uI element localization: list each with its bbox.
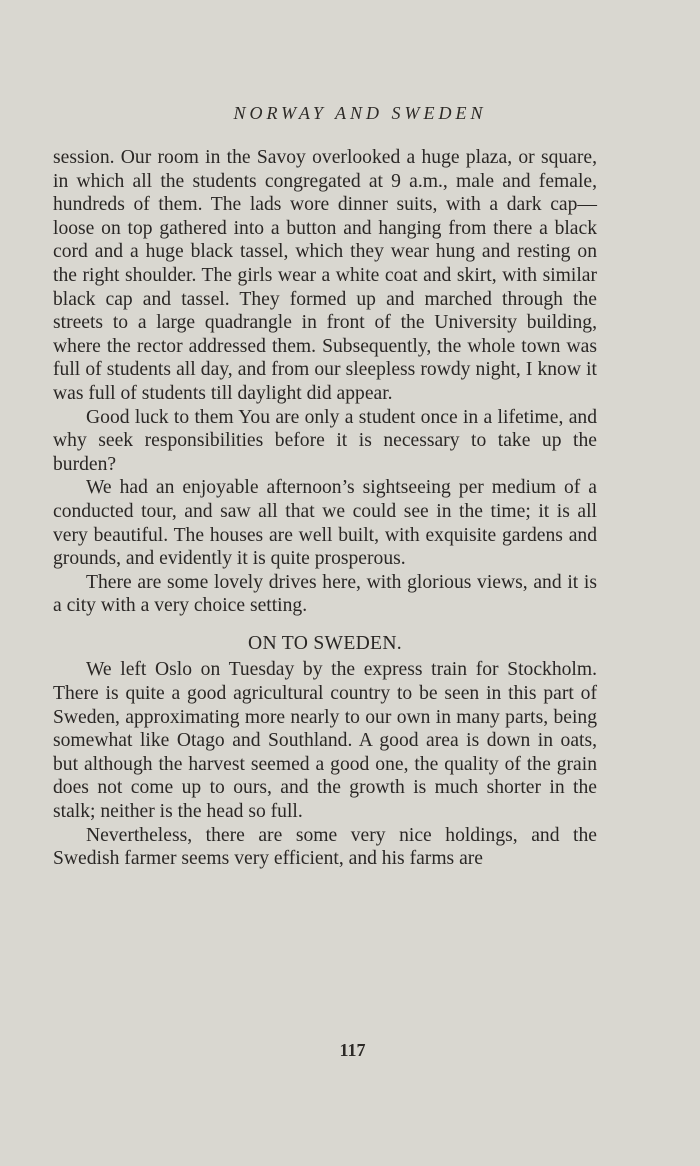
page-number: 117 [339, 1040, 366, 1060]
paragraph-left-oslo: We left Oslo on Tuesday by the express train for Stockholm. There is quite a good agricultural country to be seen in this part of Sweden, approximating more nearly to our own in many parts, being somewhat like Otago and Southland. A good area is down in oats, but although the harvest seemed a good one, the quality of the grain does not come up to ours, and the growth is much shorter in the stalk; neither is the head so full. [53, 659, 597, 823]
paragraph-good-luck: Good luck to them You are only a student once in a lifetime, and why seek responsibilities before it is necessary to take up the burden? [53, 406, 597, 475]
paragraph-students-session: session. Our room in the Savoy overlooked a huge plaza, or square, in which all the students congregated at 9 a.m., male and female, hundreds of them. The lads wore dinner suits, with a dark cap—loose on top gathered into a button and hanging from there a black cord and a huge black tassel, which they wear hung and resting on the right shoulder. The girls wear a white coat and skirt, with similar black cap and tassel. They formed up and marched through the streets to a large quadrangle in front of the University building, where the rector addressed them. Subsequently, the whole town was full of students all day, and from our sleepless rowdy night, I know it was full of students till daylight did appear. [53, 147, 597, 404]
paragraph-nevertheless: Nevertheless, there are some very nice holdings, and the Swedish farmer seems very efficient, and his farms are [53, 824, 597, 870]
running-head: NORWAY AND SWEDEN [233, 103, 487, 123]
paragraph-sightseeing: We had an enjoyable afternoon’s sightseeing per medium of a conducted tour, and saw all that we could see in the time; it is all very beautiful. The houses are well built, with exquisite gardens and grounds, and evidently it is quite prosperous. [53, 477, 597, 570]
paragraph-lovely-drives: There are some lovely drives here, with glorious views, and it is a city with a very choice setting. [53, 571, 597, 617]
body-text [53, 146, 597, 871]
section-heading: ON TO SWEDEN. [248, 632, 402, 654]
